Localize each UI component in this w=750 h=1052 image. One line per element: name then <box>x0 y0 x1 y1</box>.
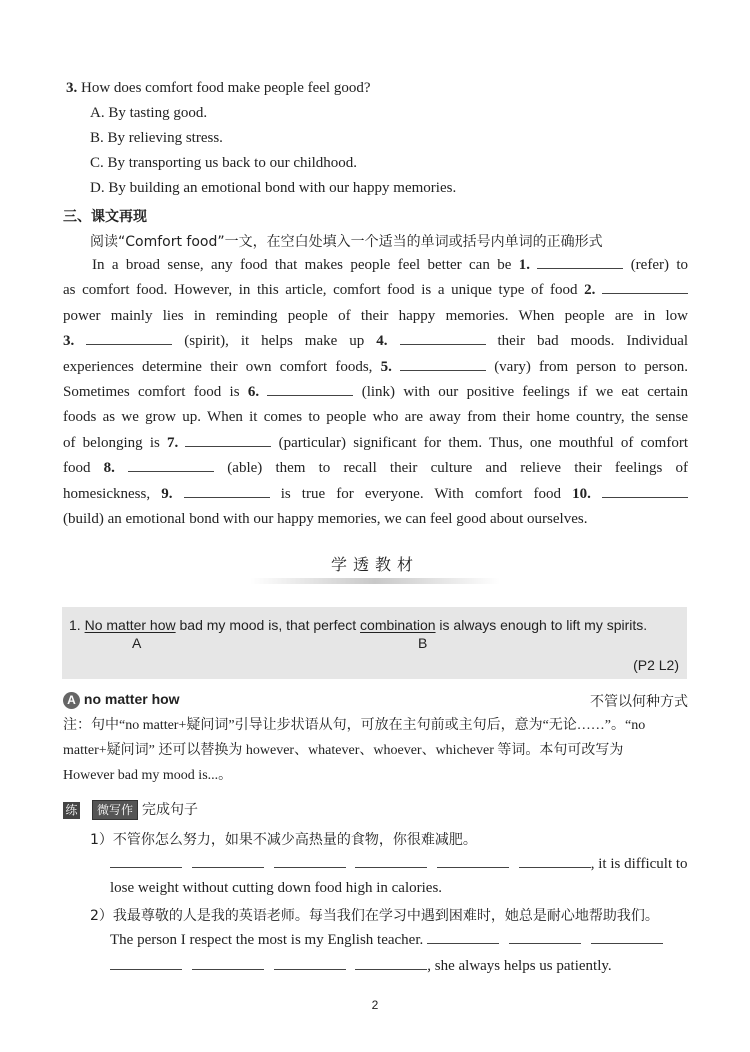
cloze-line: power mainly lies in reminding people of their happy memories. When people are in low <box>63 307 688 324</box>
page-number: 2 <box>371 998 379 1012</box>
note-line: matter+疑问词” 还可以替换为 however、whatever、whoever、whichever 等词。本句可改写为 <box>63 743 624 758</box>
blank-9[interactable] <box>184 483 270 498</box>
blank-10[interactable] <box>602 483 688 498</box>
blank-5[interactable] <box>400 356 486 371</box>
question-3 <box>66 78 371 98</box>
practice-item-2-line-1: The person I respect the most is my English teacher. <box>110 929 663 950</box>
cloze-line: In a broad sense, any food that makes people feel better can be 1. (refer) to <box>63 253 688 278</box>
point-a-meaning: 不管以何种方式 <box>590 694 688 710</box>
answer-blank[interactable] <box>110 853 182 868</box>
practice-title: 完成句子 <box>142 802 199 818</box>
phrase-b: combination <box>360 617 436 633</box>
option-d[interactable]: D. By building an emotional bond with our happy memories. <box>90 180 457 196</box>
key-sentence: 1. No matter how bad my mood is, that perfect combination is always enough to lift my spirits. <box>69 617 648 633</box>
answer-blank[interactable] <box>427 929 499 944</box>
point-a-phrase: no matter how <box>83 691 180 707</box>
phrase-a: No matter how <box>84 617 176 633</box>
blank-number: 3. <box>63 333 75 350</box>
answer-blank[interactable] <box>274 955 346 970</box>
answer-blank[interactable] <box>437 853 509 868</box>
cloze-line: as comfort food. However, in this article, comfort food is a unique type of food 2. <box>63 278 688 303</box>
cloze-line: (build) an emotional bond with our happy memories, we can feel good about ourselves. <box>63 510 588 527</box>
blank-number: 8. <box>103 460 115 477</box>
label-b: B <box>418 635 428 651</box>
point-a-heading <box>63 691 180 709</box>
answer-blank[interactable] <box>355 955 427 970</box>
blank-number: 4. <box>376 333 388 350</box>
practice-heading <box>63 799 198 820</box>
answer-blank[interactable] <box>192 853 264 868</box>
practice-item-1-cn: 1）不管你怎么努力，如果不减少高热量的食物，你很难减肥。 <box>90 832 477 848</box>
cloze-line: Sometimes comfort food is 6. (link) with our positive feelings if we eat certain <box>63 380 688 405</box>
section-banner <box>250 552 500 584</box>
practice-item-1-line-1: , it is difficult to <box>110 853 688 874</box>
practice-item-2-line-2: , she always helps us patiently. <box>110 955 612 976</box>
blank-number: 9. <box>161 485 173 502</box>
blank-number: 7. <box>166 434 179 451</box>
blank-1[interactable] <box>537 254 623 269</box>
cloze-paragraph <box>63 253 688 532</box>
question-stem: How does comfort food make people feel good? <box>81 80 371 96</box>
section-heading: 三、课文再现 <box>63 209 147 225</box>
practice-icon: 练 <box>63 802 80 819</box>
blank-number: 6. <box>247 383 260 400</box>
cloze-line: experiences determine their own comfort foods, 5. (vary) from person to person. <box>63 355 688 380</box>
note-line: 注：句中“no matter+疑问词”引导让步状语从句，可放在主句前或主句后，意为“无论……”。“no <box>63 718 646 733</box>
blank-3[interactable] <box>86 330 172 345</box>
badge-a-icon: A <box>63 692 80 709</box>
cloze-line: homesickness, 9. is true for everyone. With comfort food 10. <box>63 482 688 507</box>
section-instruction: 阅读“Comfort food”一文，在空白处填入一个适当的单词或括号内单词的正确形式 <box>90 234 603 250</box>
banner-underline <box>250 578 500 584</box>
answer-blank[interactable] <box>192 955 264 970</box>
blank-number: 1. <box>518 257 530 273</box>
blank-number: 2. <box>584 282 596 299</box>
answer-blank[interactable] <box>591 929 663 944</box>
answer-blank[interactable] <box>519 853 591 868</box>
blank-number: 5. <box>380 358 392 375</box>
option-b[interactable]: B. By relieving stress. <box>90 130 223 146</box>
blank-8[interactable] <box>128 457 214 472</box>
practice-tag: 微写作 <box>92 800 138 820</box>
answer-blank[interactable] <box>509 929 581 944</box>
answer-blank[interactable] <box>274 853 346 868</box>
cloze-line: food 8. (able) them to recall their culture and relieve their feelings of <box>63 456 688 481</box>
cloze-line: foods as we grow up. When it comes to people who are away from their home country, the sense <box>63 409 688 426</box>
question-number: 3. <box>66 80 78 96</box>
blank-7[interactable] <box>185 432 271 447</box>
blank-4[interactable] <box>400 330 486 345</box>
note-line: However bad my mood is...。 <box>63 768 233 783</box>
option-a[interactable]: A. By tasting good. <box>90 105 208 121</box>
reference: (P2 L2) <box>633 657 679 673</box>
cloze-line: 3. (spirit), it helps make up 4. their bad moods. Individual <box>63 329 688 354</box>
blank-6[interactable] <box>267 381 353 396</box>
practice-item-1-line-2: lose weight without cutting down food high in calories. <box>110 880 443 896</box>
label-a: A <box>132 635 142 651</box>
blank-number: 10. <box>572 485 591 502</box>
key-sentence-box <box>62 607 687 679</box>
banner-title: 学透教材 <box>330 555 419 574</box>
practice-item-2-cn: 2）我最尊敬的人是我的英语老师。每当我们在学习中遇到困难时，她总是耐心地帮助我们。 <box>90 908 659 924</box>
point-a-note <box>63 713 688 788</box>
blank-2[interactable] <box>602 279 688 294</box>
answer-blank[interactable] <box>110 955 182 970</box>
cloze-line: of belonging is 7. (particular) significant for them. Thus, one mouthful of comfort <box>63 431 688 456</box>
option-c[interactable]: C. By transporting us back to our childhood. <box>90 155 358 171</box>
answer-blank[interactable] <box>355 853 427 868</box>
